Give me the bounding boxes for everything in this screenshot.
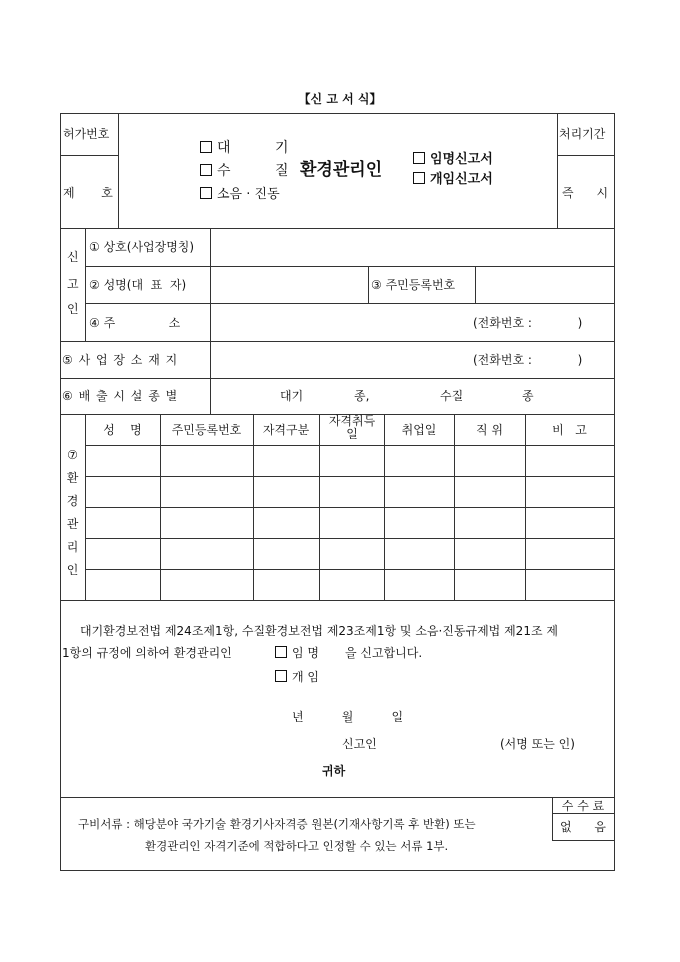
grid-line	[85, 414, 86, 600]
processing-period-label: 처리기간	[559, 127, 606, 141]
reporter-side-label: 인	[67, 302, 79, 316]
grid-line	[552, 840, 614, 841]
checkbox-water[interactable]	[200, 163, 289, 180]
facility-water-label: 수질	[440, 389, 464, 403]
manager-side-label	[60, 444, 85, 582]
checkbox-noise[interactable]	[200, 187, 280, 203]
form-border	[60, 113, 615, 871]
checkbox-reappointment[interactable]	[413, 172, 493, 188]
grid-line	[60, 797, 614, 798]
checkbox-statement-appoint[interactable]	[275, 646, 319, 660]
checkbox-icon[interactable]	[200, 164, 212, 176]
fee-value: 없 음	[559, 820, 607, 834]
checkbox-icon[interactable]	[413, 172, 425, 184]
checkbox-icon[interactable]	[200, 187, 212, 199]
statement-suffix: 을 신고합니다.	[345, 646, 423, 660]
processing-period-value: 즉 시	[562, 186, 609, 200]
grid-line	[210, 228, 211, 414]
grid-line	[60, 378, 614, 379]
trade-name-label: ① 상호(사업장명칭)	[89, 240, 195, 254]
statement-text: 대기환경보전법 제24조제1항, 수질환경보전법 제23조제1항 및 소음·진동규제법 제21조 제	[80, 624, 558, 638]
column-header-qualification: 자격구분	[262, 423, 310, 437]
checkbox-statement-reappoint[interactable]	[275, 670, 319, 684]
form-title: 【신 고 서 식】	[298, 92, 382, 106]
facility-water-unit: 종	[522, 389, 534, 403]
checkbox-icon[interactable]	[413, 152, 425, 164]
column-header-position: 직 위	[476, 423, 503, 437]
site-location-label: ⑤ 사 업 장 소 재 지	[62, 353, 179, 367]
side-char: 관	[66, 517, 79, 531]
grid-line	[319, 414, 320, 600]
side-char: 리	[66, 540, 79, 554]
representative-name-label: ② 성명(대 표 자)	[89, 278, 187, 292]
grid-line	[85, 538, 614, 539]
grid-line	[85, 303, 614, 304]
grid-line	[60, 600, 614, 601]
option-label: 개 임	[292, 670, 319, 684]
checkbox-icon[interactable]	[275, 670, 287, 682]
checkbox-air[interactable]	[200, 140, 289, 157]
side-char: 인	[66, 563, 79, 577]
grid-line	[60, 155, 118, 156]
column-header-acquired-date: 자격취득일	[328, 414, 376, 441]
required-documents: 구비서류 : 해당분야 국가기술 환경기사자격증 원본(기재사항기록 후 반환) 또는	[78, 817, 476, 831]
grid-line	[253, 414, 254, 600]
grid-line	[557, 113, 558, 228]
side-char: ⑦	[67, 448, 78, 462]
grid-line	[85, 507, 614, 508]
address-label: ④ 주 소	[89, 316, 181, 330]
column-header-resident-number: 주민등록번호	[171, 423, 242, 437]
column-header-employment-date: 취업일	[401, 423, 437, 437]
main-title: 환경관리인	[300, 160, 383, 180]
permit-number-label: 허가번호	[63, 127, 110, 141]
grid-line	[85, 569, 614, 570]
grid-line	[475, 266, 476, 303]
fee-label: 수 수 료	[561, 799, 605, 813]
grid-line	[160, 414, 161, 600]
option-label: 개임신고서	[430, 172, 493, 187]
reporter-side-label: 고	[67, 277, 79, 291]
column-header-remarks: 비 고	[552, 423, 587, 437]
grid-line	[60, 228, 614, 229]
side-char: 환	[66, 471, 79, 485]
address-phone: (전화번호 : )	[473, 316, 583, 330]
checkbox-appointment[interactable]	[413, 152, 493, 168]
grid-line	[85, 266, 614, 267]
grid-line	[85, 476, 614, 477]
resident-number-label: ③ 주민등록번호	[371, 278, 456, 292]
column-header-name: 성 명	[103, 423, 142, 437]
number-label: 제 호	[63, 186, 113, 200]
facility-type-label: ⑥ 배 출 시 설 종 별	[62, 389, 179, 403]
date-line: 년 월 일	[292, 710, 404, 724]
signature-label: (서명 또는 인)	[500, 737, 575, 751]
option-label: 임명신고서	[430, 152, 493, 167]
grid-line	[60, 341, 614, 342]
option-label: 임 명	[292, 646, 319, 660]
option-label: 수 질	[217, 163, 289, 179]
reporter-label: 신고인	[342, 737, 377, 751]
site-phone: (전화번호 : )	[473, 353, 583, 367]
option-label: 대 기	[217, 140, 289, 156]
grid-line	[85, 445, 614, 446]
grid-line	[368, 266, 369, 303]
checkbox-icon[interactable]	[275, 646, 287, 658]
grid-line	[525, 414, 526, 600]
required-documents: 환경관리인 자격기준에 적합하다고 인정할 수 있는 서류 1부.	[145, 839, 449, 853]
grid-line	[85, 228, 86, 341]
checkbox-icon[interactable]	[200, 141, 212, 153]
grid-line	[384, 414, 385, 600]
grid-line	[557, 155, 614, 156]
facility-air-label: 대기	[280, 389, 304, 403]
facility-air-unit: 종,	[354, 389, 370, 403]
grid-line	[118, 113, 119, 228]
statement-text: 1항의 규정에 의하여 환경관리인	[62, 646, 232, 660]
side-char: 경	[66, 494, 79, 508]
addressee-label: 귀하	[322, 764, 346, 778]
option-label: 소음 · 진동	[217, 187, 280, 202]
reporter-side-label: 신	[67, 250, 79, 264]
grid-line	[454, 414, 455, 600]
